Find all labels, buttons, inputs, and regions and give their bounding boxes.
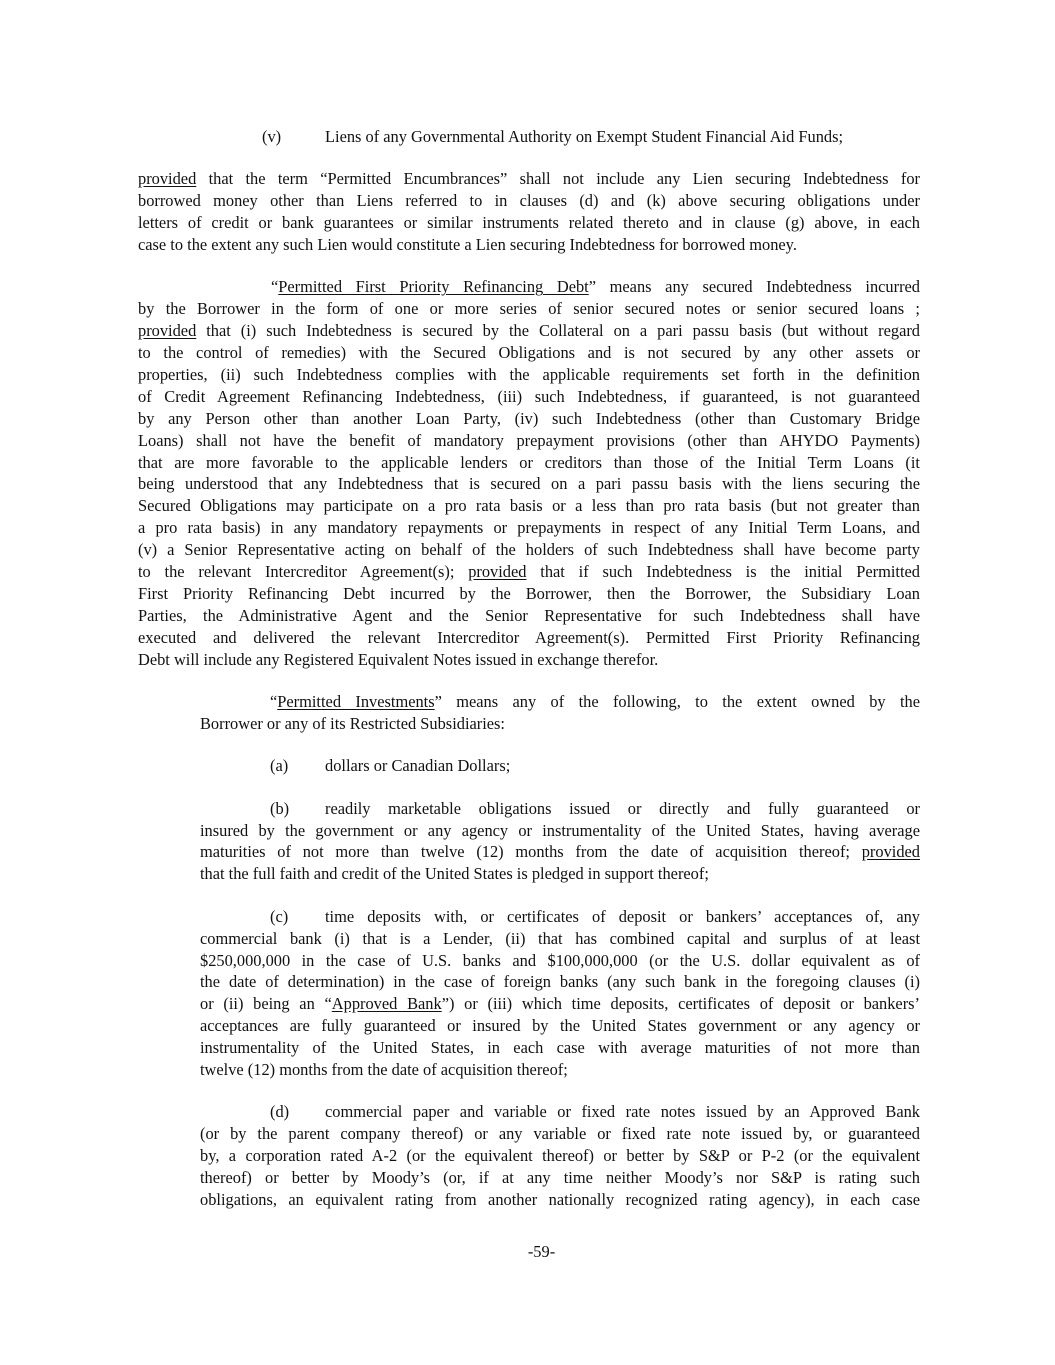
text-line	[138, 234, 920, 256]
text-line	[138, 190, 920, 212]
text-segment: twelve (12) months from the date of acquisition thereof;	[200, 1059, 568, 1079]
text-segment: by the Borrower in the form of one or more series of senior secured notes or senior secured loans ;	[138, 299, 920, 319]
text-segment: letters of credit or bank guarantees or similar instruments related thereto and in clause (g) above, in each	[138, 213, 920, 233]
text-segment: by any Person other than another Loan Party, (iv) such Indebtedness (other than Customary Bridge	[138, 408, 920, 428]
page-number: -59-	[527, 1242, 556, 1261]
text-line	[138, 583, 920, 605]
text-line	[138, 298, 920, 320]
text-line	[138, 364, 920, 386]
text-segment: Liens of any Governmental Authority on Exempt Student Financial Aid Funds;	[325, 127, 844, 146]
text-line	[200, 971, 920, 993]
text-segment: Debt will include any Registered Equivalent Notes issued in exchange therefor.	[138, 649, 659, 669]
paragraph-clause	[200, 798, 920, 886]
text-segment: being understood that any Indebtedness that is secured on a pari passu basis with the liens securing the	[138, 474, 920, 494]
text-segment: First Priority Refinancing Debt incurred by the Borrower, then the Borrower, the Subsidiary Loan	[138, 583, 920, 603]
text-line	[138, 408, 920, 430]
paragraph-indented	[200, 691, 920, 735]
paragraph-clause	[200, 906, 920, 1081]
text-line	[200, 1059, 920, 1081]
text-segment: dollars or Canadian Dollars;	[325, 756, 511, 776]
text-line	[138, 386, 920, 408]
text-segment: Secured Obligations may participate on a pro rata basis or a less than pro rata basis (but not greater than	[138, 496, 920, 516]
text-segment: thereof) or better by Moody’s (or, if at any time neither Moody’s nor S&P is rating such	[200, 1168, 920, 1188]
paragraph-plain	[138, 168, 920, 256]
text-segment: (v) a Senior Representative acting on behalf of the holders of such Indebtedness shall have become party	[138, 540, 920, 560]
text-line	[138, 561, 920, 583]
clause-marker: (a)	[270, 756, 289, 776]
text-segment: that are more favorable to the applicable lenders or creditors than those of the Initial Term Loans (it	[138, 452, 920, 472]
text-line	[138, 276, 920, 298]
paragraph-definition	[138, 276, 920, 670]
text-line	[200, 820, 920, 842]
text-segment: of Credit Agreement Refinancing Indebtedness, (iii) such Indebtedness, if guaranteed, is not guaranteed	[138, 386, 920, 406]
text-line	[138, 539, 920, 561]
underlined-term: provided	[138, 169, 197, 189]
paragraph-subclause	[138, 126, 920, 148]
underlined-term: Permitted First Priority Refinancing Debt	[278, 277, 589, 297]
text-line	[138, 473, 920, 495]
text-segment: that (i) such Indebtedness is secured by the Collateral on a pari passu basis (but without regard	[196, 321, 920, 341]
text-segment: or (ii) being an “	[200, 994, 332, 1014]
document-body	[138, 126, 920, 1231]
text-line	[200, 1189, 920, 1211]
text-segment: that if such Indebtedness is the initial Permitted	[526, 562, 920, 582]
text-line	[138, 430, 920, 452]
text-line	[200, 950, 920, 972]
text-segment: time deposits with, or certificates of deposit or bankers’ acceptances of, any	[325, 906, 920, 926]
paragraph-clause	[200, 755, 920, 777]
text-line	[200, 993, 920, 1015]
underlined-term: Approved Bank	[331, 994, 442, 1014]
text-line	[200, 798, 920, 820]
text-line	[138, 342, 920, 364]
text-line	[200, 1145, 920, 1167]
text-segment: the date of determination) in the case of foreign banks (any such bank in the foregoing clauses (i)	[200, 972, 920, 992]
text-line	[200, 1015, 920, 1037]
text-segment: by, a corporation rated A-2 (or the equivalent thereof) or better by S&P or P-2 (or the equivalent	[200, 1146, 920, 1166]
text-segment: a pro rata basis) in any mandatory repayments or prepayments in respect of any Initial Term Loans, and	[138, 518, 920, 538]
text-segment: (or by the parent company thereof) or any variable or fixed rate note issued by, or guaranteed	[200, 1124, 920, 1144]
clause-marker: (c)	[270, 906, 289, 926]
text-segment: executed and delivered the relevant Intercreditor Agreement(s). Permitted First Priority Refinancing	[138, 627, 920, 647]
text-segment: borrowed money other than Liens referred to in clauses (d) and (k) above securing obligations under	[138, 191, 920, 211]
text-line	[138, 168, 920, 190]
text-segment: case to the extent any such Lien would constitute a Lien securing Indebtedness for borrowed money.	[138, 235, 797, 255]
text-line	[138, 452, 920, 474]
text-line	[200, 1101, 920, 1123]
text-segment: ”) or (iii) which time deposits, certificates of deposit or bankers’	[441, 994, 920, 1014]
text-segment: “	[270, 691, 278, 711]
text-segment: Loans) shall not have the benefit of mandatory prepayment provisions (other than AHYDO Payments)	[138, 430, 920, 450]
paragraph-clause	[200, 1101, 920, 1210]
text-segment: $250,000,000 in the case of U.S. banks and $100,000,000 (or the U.S. dollar equivalent as of	[200, 950, 920, 970]
text-line	[138, 517, 920, 539]
text-line	[138, 649, 920, 671]
text-segment: commercial bank (i) that is a Lender, (ii) that has combined capital and surplus of at least	[200, 928, 920, 948]
text-line	[200, 928, 920, 950]
text-segment: to the relevant Intercreditor Agreement(s);	[138, 562, 469, 582]
text-line	[200, 906, 920, 928]
text-segment: Borrower or any of its Restricted Subsidiaries:	[200, 713, 505, 733]
text-segment: that the full faith and credit of the United States is pledged in support thereof;	[200, 864, 709, 884]
text-line	[200, 841, 920, 863]
text-segment: Parties, the Administrative Agent and the Senior Representative for such Indebtedness shall have	[138, 605, 920, 625]
text-line	[200, 1037, 920, 1059]
text-line	[200, 691, 920, 713]
text-line	[138, 495, 920, 517]
text-line	[200, 713, 920, 735]
text-segment: readily marketable obligations issued or directly and fully guaranteed or	[325, 798, 920, 818]
text-line	[138, 627, 920, 649]
text-segment: properties, (ii) such Indebtedness complies with the applicable requirements set forth in the definition	[138, 365, 920, 385]
text-segment: acceptances are fully guaranteed or insured by the United States government or any agency or	[200, 1016, 920, 1036]
clause-marker: (v)	[262, 127, 282, 146]
underlined-term: provided	[138, 321, 197, 341]
text-line	[138, 320, 920, 342]
text-segment: ” means any of the following, to the extent owned by the	[434, 691, 920, 711]
underlined-term: provided	[861, 842, 920, 862]
text-segment: ” means any secured Indebtedness incurred	[588, 277, 921, 297]
text-segment: commercial paper and variable or fixed rate notes issued by an Approved Bank	[325, 1102, 920, 1122]
text-segment: “	[271, 277, 279, 297]
underlined-term: provided	[468, 562, 527, 582]
text-line	[200, 1123, 920, 1145]
text-segment: to the control of remedies) with the Secured Obligations and is not secured by any other assets or	[138, 343, 920, 363]
text-segment: that the term “Permitted Encumbrances” shall not include any Lien securing Indebtedness for	[196, 169, 920, 189]
text-line	[138, 212, 920, 234]
clause-marker: (b)	[270, 798, 290, 818]
text-line	[138, 126, 920, 148]
text-segment: obligations, an equivalent rating from another nationally recognized rating agency), in each case	[200, 1189, 920, 1209]
text-line	[200, 1167, 920, 1189]
text-line	[138, 605, 920, 627]
text-segment: instrumentality of the United States, in each case with average maturities of not more than	[200, 1038, 920, 1058]
clause-marker: (d)	[270, 1102, 290, 1122]
text-line	[200, 863, 920, 885]
text-segment: maturities of not more than twelve (12) months from the date of acquisition thereof;	[200, 842, 862, 862]
text-line	[200, 755, 920, 777]
text-segment: insured by the government or any agency or instrumentality of the United States, having average	[200, 820, 920, 840]
underlined-term: Permitted Investments	[277, 691, 435, 711]
